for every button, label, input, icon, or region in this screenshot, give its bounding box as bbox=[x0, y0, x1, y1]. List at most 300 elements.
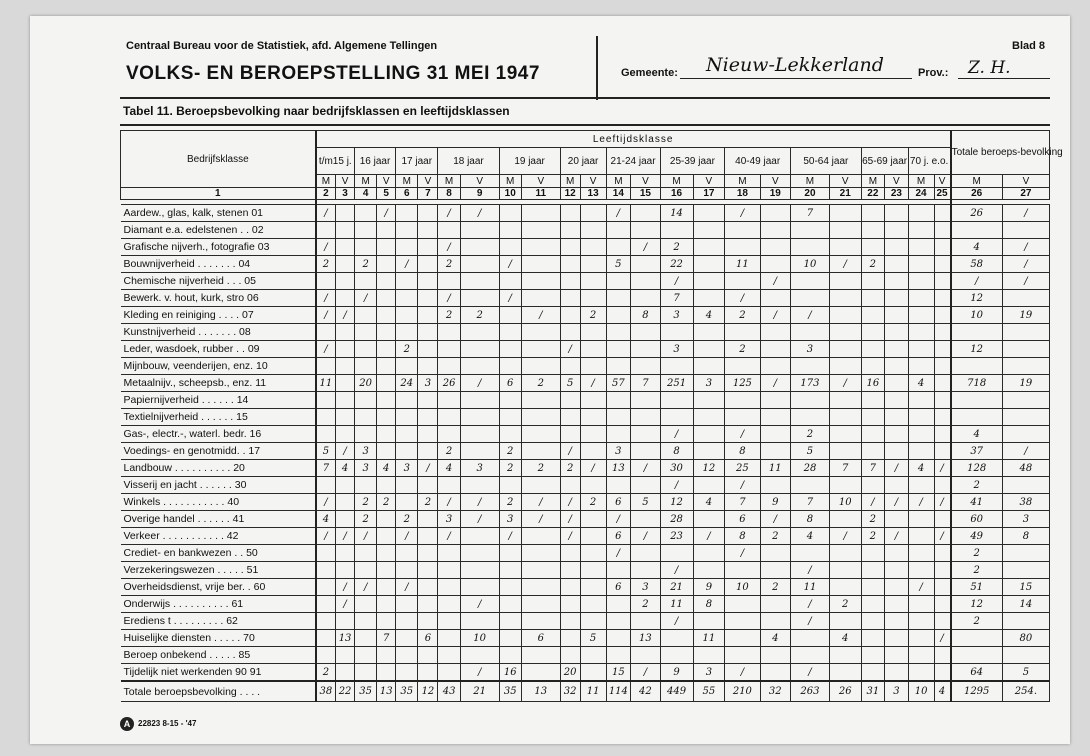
data-cell bbox=[760, 545, 791, 562]
data-cell bbox=[336, 205, 355, 222]
data-cell: 8 bbox=[791, 511, 830, 528]
header-totale: Totale beroeps-bevolking bbox=[951, 131, 1050, 175]
header-m: M bbox=[951, 175, 1003, 188]
data-cell bbox=[377, 426, 396, 443]
data-cell bbox=[418, 647, 438, 664]
data-cell: 10 bbox=[951, 307, 1003, 324]
data-cell bbox=[693, 392, 725, 409]
data-cell bbox=[791, 545, 830, 562]
data-cell: / bbox=[1002, 205, 1049, 222]
data-cell: / bbox=[606, 511, 631, 528]
data-cell bbox=[660, 324, 693, 341]
data-cell bbox=[885, 324, 909, 341]
data-cell: / bbox=[829, 528, 861, 545]
data-cell bbox=[316, 596, 336, 613]
data-cell bbox=[885, 477, 909, 494]
total-cell: 32 bbox=[760, 681, 791, 702]
data-cell bbox=[606, 290, 631, 307]
data-cell bbox=[908, 630, 934, 647]
data-cell: / bbox=[438, 239, 460, 256]
data-cell bbox=[499, 613, 521, 630]
data-cell bbox=[829, 562, 861, 579]
data-cell bbox=[861, 443, 885, 460]
data-cell: 2 bbox=[438, 307, 460, 324]
data-cell bbox=[1002, 613, 1049, 630]
row-label: Visserij en jacht . . . . . . 30 bbox=[121, 477, 316, 494]
data-cell bbox=[861, 613, 885, 630]
data-cell: / bbox=[499, 528, 521, 545]
data-cell bbox=[908, 273, 934, 290]
data-cell bbox=[934, 443, 951, 460]
data-cell bbox=[354, 222, 376, 239]
column-number: 18 bbox=[725, 188, 760, 200]
data-cell bbox=[934, 205, 951, 222]
column-number: 3 bbox=[336, 188, 355, 200]
data-cell bbox=[861, 290, 885, 307]
data-cell bbox=[580, 358, 606, 375]
header-m: M bbox=[660, 175, 693, 188]
data-cell bbox=[885, 443, 909, 460]
data-cell bbox=[631, 647, 660, 664]
data-cell bbox=[418, 562, 438, 579]
data-cell bbox=[438, 596, 460, 613]
data-cell bbox=[521, 222, 560, 239]
data-cell: 4 bbox=[316, 511, 336, 528]
data-cell bbox=[631, 477, 660, 494]
data-cell bbox=[885, 392, 909, 409]
data-cell bbox=[606, 562, 631, 579]
data-cell bbox=[418, 409, 438, 426]
data-cell bbox=[725, 409, 760, 426]
column-number: 11 bbox=[521, 188, 560, 200]
data-cell: / bbox=[606, 205, 631, 222]
table-row bbox=[121, 426, 1050, 443]
column-number: 24 bbox=[908, 188, 934, 200]
data-cell bbox=[418, 239, 438, 256]
data-cell bbox=[908, 392, 934, 409]
total-cell: 254. bbox=[1002, 681, 1049, 702]
row-label: Textielnijverheid . . . . . . 15 bbox=[121, 409, 316, 426]
header-age-group: t/m15 j. bbox=[316, 148, 355, 175]
data-cell: 5 bbox=[316, 443, 336, 460]
table-row bbox=[121, 290, 1050, 307]
row-label: Tijdelijk niet werkenden 90 91 bbox=[121, 664, 316, 682]
data-cell bbox=[606, 613, 631, 630]
gemeente-value: Nieuw-Lekkerland bbox=[706, 54, 884, 76]
data-cell bbox=[396, 613, 418, 630]
data-cell bbox=[885, 358, 909, 375]
data-cell bbox=[908, 409, 934, 426]
data-cell bbox=[460, 545, 499, 562]
data-cell: / bbox=[631, 239, 660, 256]
data-cell bbox=[791, 222, 830, 239]
data-cell: / bbox=[396, 579, 418, 596]
data-cell: 7 bbox=[660, 290, 693, 307]
data-cell bbox=[316, 579, 336, 596]
data-cell bbox=[861, 545, 885, 562]
data-cell: / bbox=[1002, 443, 1049, 460]
data-cell: 16 bbox=[861, 375, 885, 392]
data-cell bbox=[377, 613, 396, 630]
table-row bbox=[121, 613, 1050, 630]
data-cell bbox=[316, 392, 336, 409]
column-number: 4 bbox=[354, 188, 376, 200]
data-cell: / bbox=[1002, 273, 1049, 290]
data-cell: 22 bbox=[660, 256, 693, 273]
data-cell bbox=[336, 256, 355, 273]
data-cell bbox=[377, 664, 396, 682]
data-cell bbox=[396, 494, 418, 511]
data-cell: 49 bbox=[951, 528, 1003, 545]
data-cell: 2 bbox=[631, 596, 660, 613]
data-cell bbox=[521, 664, 560, 682]
header-divider bbox=[596, 36, 598, 100]
total-cell: 21 bbox=[460, 681, 499, 702]
data-cell bbox=[606, 222, 631, 239]
data-cell: 2 bbox=[791, 426, 830, 443]
data-cell: 3 bbox=[354, 460, 376, 477]
column-number: 2 bbox=[316, 188, 336, 200]
total-cell: 32 bbox=[560, 681, 580, 702]
data-cell bbox=[521, 579, 560, 596]
data-cell bbox=[885, 222, 909, 239]
data-cell: / bbox=[660, 562, 693, 579]
header-m: M bbox=[606, 175, 631, 188]
data-cell bbox=[377, 443, 396, 460]
data-cell: 7 bbox=[829, 460, 861, 477]
data-cell: 11 bbox=[725, 256, 760, 273]
data-cell bbox=[951, 358, 1003, 375]
data-cell bbox=[521, 273, 560, 290]
table-row bbox=[121, 273, 1050, 290]
data-cell: / bbox=[908, 494, 934, 511]
data-cell: 2 bbox=[438, 256, 460, 273]
data-cell bbox=[934, 239, 951, 256]
data-cell bbox=[934, 579, 951, 596]
data-cell bbox=[693, 290, 725, 307]
data-cell bbox=[760, 222, 791, 239]
data-cell bbox=[934, 324, 951, 341]
data-cell bbox=[693, 256, 725, 273]
data-cell: / bbox=[829, 375, 861, 392]
data-cell bbox=[1002, 358, 1049, 375]
data-cell bbox=[606, 596, 631, 613]
header-leeftijdsklasse: Leeftijdsklasse bbox=[316, 131, 951, 148]
data-cell bbox=[396, 290, 418, 307]
data-cell bbox=[316, 647, 336, 664]
data-cell bbox=[861, 273, 885, 290]
data-cell bbox=[396, 273, 418, 290]
data-cell bbox=[791, 239, 830, 256]
data-cell: 2 bbox=[660, 239, 693, 256]
data-cell bbox=[693, 511, 725, 528]
data-cell bbox=[908, 205, 934, 222]
data-cell bbox=[460, 528, 499, 545]
data-cell bbox=[521, 647, 560, 664]
data-cell: 23 bbox=[660, 528, 693, 545]
data-cell bbox=[693, 477, 725, 494]
header-v: V bbox=[631, 175, 660, 188]
data-cell: 3 bbox=[693, 375, 725, 392]
header-v: V bbox=[460, 175, 499, 188]
data-cell bbox=[861, 630, 885, 647]
data-cell: 718 bbox=[951, 375, 1003, 392]
data-cell bbox=[460, 222, 499, 239]
data-cell: 13 bbox=[336, 630, 355, 647]
data-cell bbox=[908, 307, 934, 324]
data-cell bbox=[791, 630, 830, 647]
data-cell: 2 bbox=[499, 443, 521, 460]
data-cell: / bbox=[438, 205, 460, 222]
data-cell: 4 bbox=[951, 239, 1003, 256]
data-cell bbox=[336, 358, 355, 375]
data-cell bbox=[829, 205, 861, 222]
data-cell: 3 bbox=[606, 443, 631, 460]
data-cell bbox=[829, 477, 861, 494]
data-cell bbox=[1002, 392, 1049, 409]
data-cell bbox=[336, 477, 355, 494]
data-cell: 4 bbox=[908, 460, 934, 477]
header-age-group: 40-49 jaar bbox=[725, 148, 791, 175]
data-cell: / bbox=[354, 579, 376, 596]
data-cell bbox=[580, 528, 606, 545]
data-cell: 3 bbox=[660, 307, 693, 324]
data-cell: 4 bbox=[377, 460, 396, 477]
form-title: VOLKS- EN BEROEPSTELLING 31 MEI 1947 bbox=[126, 63, 540, 84]
data-cell: / bbox=[438, 528, 460, 545]
data-cell: 41 bbox=[951, 494, 1003, 511]
data-cell bbox=[396, 222, 418, 239]
data-cell bbox=[580, 664, 606, 682]
data-cell bbox=[560, 290, 580, 307]
data-cell bbox=[693, 205, 725, 222]
data-cell: 10 bbox=[725, 579, 760, 596]
data-cell bbox=[861, 341, 885, 358]
data-cell: / bbox=[521, 511, 560, 528]
data-cell bbox=[460, 409, 499, 426]
data-cell: 9 bbox=[660, 664, 693, 682]
data-cell bbox=[396, 409, 418, 426]
header-m: M bbox=[791, 175, 830, 188]
table-row bbox=[121, 647, 1050, 664]
table-row bbox=[121, 409, 1050, 426]
data-cell: 128 bbox=[951, 460, 1003, 477]
data-cell bbox=[885, 630, 909, 647]
data-cell bbox=[316, 426, 336, 443]
data-cell bbox=[560, 562, 580, 579]
data-cell: / bbox=[725, 205, 760, 222]
data-cell bbox=[418, 511, 438, 528]
data-cell bbox=[460, 290, 499, 307]
header-bedrijfsklasse: Bedrijfsklasse bbox=[121, 131, 316, 188]
data-cell: / bbox=[631, 528, 660, 545]
data-cell bbox=[908, 511, 934, 528]
row-label: Verkeer . . . . . . . . . . . 42 bbox=[121, 528, 316, 545]
data-cell bbox=[908, 324, 934, 341]
data-cell bbox=[521, 256, 560, 273]
data-cell bbox=[934, 290, 951, 307]
data-cell bbox=[418, 426, 438, 443]
data-cell bbox=[725, 222, 760, 239]
header-age-group: 70 j. e.o. bbox=[908, 148, 950, 175]
data-cell bbox=[885, 409, 909, 426]
data-cell bbox=[396, 647, 418, 664]
table-row bbox=[121, 528, 1050, 545]
data-cell bbox=[885, 579, 909, 596]
data-cell bbox=[1002, 290, 1049, 307]
data-cell bbox=[396, 664, 418, 682]
data-cell bbox=[499, 426, 521, 443]
data-cell bbox=[791, 273, 830, 290]
data-cell bbox=[861, 324, 885, 341]
data-cell: / bbox=[631, 460, 660, 477]
data-cell bbox=[693, 358, 725, 375]
data-cell bbox=[354, 392, 376, 409]
data-cell bbox=[606, 647, 631, 664]
data-cell bbox=[580, 596, 606, 613]
data-cell: 2 bbox=[861, 511, 885, 528]
data-cell bbox=[760, 256, 791, 273]
data-cell bbox=[861, 562, 885, 579]
data-cell bbox=[885, 562, 909, 579]
row-label: Mijnbouw, veenderijen, enz. 10 bbox=[121, 358, 316, 375]
data-cell bbox=[631, 426, 660, 443]
data-cell bbox=[934, 222, 951, 239]
data-cell bbox=[934, 358, 951, 375]
data-cell bbox=[760, 205, 791, 222]
data-cell bbox=[631, 409, 660, 426]
data-cell bbox=[499, 562, 521, 579]
data-cell: / bbox=[760, 375, 791, 392]
data-cell bbox=[606, 477, 631, 494]
data-cell bbox=[861, 392, 885, 409]
data-cell: / bbox=[336, 307, 355, 324]
data-cell: 3 bbox=[791, 341, 830, 358]
prov-label: Prov.: bbox=[918, 67, 949, 79]
data-cell bbox=[438, 426, 460, 443]
data-cell: 5 bbox=[580, 630, 606, 647]
data-cell: / bbox=[354, 528, 376, 545]
data-cell bbox=[354, 307, 376, 324]
data-cell bbox=[438, 273, 460, 290]
data-cell bbox=[791, 324, 830, 341]
data-cell bbox=[934, 409, 951, 426]
data-cell bbox=[316, 409, 336, 426]
data-cell bbox=[885, 341, 909, 358]
data-cell: / bbox=[660, 613, 693, 630]
data-cell bbox=[631, 613, 660, 630]
data-cell bbox=[418, 290, 438, 307]
data-cell bbox=[660, 358, 693, 375]
table-row bbox=[121, 341, 1050, 358]
data-cell bbox=[1002, 341, 1049, 358]
data-cell bbox=[606, 239, 631, 256]
data-cell bbox=[760, 358, 791, 375]
data-cell: 11 bbox=[760, 460, 791, 477]
data-cell bbox=[606, 324, 631, 341]
data-cell bbox=[693, 324, 725, 341]
data-cell bbox=[908, 290, 934, 307]
data-cell bbox=[354, 324, 376, 341]
data-cell: / bbox=[580, 460, 606, 477]
data-cell bbox=[908, 596, 934, 613]
data-cell: 3 bbox=[1002, 511, 1049, 528]
data-cell bbox=[829, 545, 861, 562]
data-cell: 9 bbox=[760, 494, 791, 511]
data-cell bbox=[521, 324, 560, 341]
data-cell bbox=[908, 443, 934, 460]
data-cell bbox=[560, 273, 580, 290]
data-cell: / bbox=[693, 528, 725, 545]
data-cell: 11 bbox=[316, 375, 336, 392]
gemeente-line bbox=[680, 78, 912, 79]
data-cell bbox=[693, 562, 725, 579]
data-cell bbox=[560, 596, 580, 613]
data-cell: 2 bbox=[580, 307, 606, 324]
table-row bbox=[121, 511, 1050, 528]
data-cell bbox=[606, 307, 631, 324]
data-cell: 2 bbox=[418, 494, 438, 511]
data-cell bbox=[438, 341, 460, 358]
data-cell bbox=[499, 477, 521, 494]
data-cell: / bbox=[396, 256, 418, 273]
data-cell: / bbox=[760, 273, 791, 290]
data-cell bbox=[354, 239, 376, 256]
data-cell bbox=[560, 222, 580, 239]
data-cell bbox=[580, 290, 606, 307]
data-cell bbox=[760, 596, 791, 613]
data-cell bbox=[908, 426, 934, 443]
data-cell: / bbox=[316, 290, 336, 307]
data-cell bbox=[460, 256, 499, 273]
data-cell: 2 bbox=[829, 596, 861, 613]
data-cell: 2 bbox=[396, 511, 418, 528]
data-cell bbox=[791, 647, 830, 664]
data-cell: 11 bbox=[660, 596, 693, 613]
total-cell: 31 bbox=[861, 681, 885, 702]
data-cell bbox=[951, 409, 1003, 426]
data-cell: / bbox=[951, 273, 1003, 290]
header-v: V bbox=[336, 175, 355, 188]
data-cell: / bbox=[316, 205, 336, 222]
data-cell bbox=[631, 392, 660, 409]
data-cell bbox=[908, 528, 934, 545]
row-label: Landbouw . . . . . . . . . . 20 bbox=[121, 460, 316, 477]
data-cell bbox=[580, 222, 606, 239]
data-cell: 26 bbox=[438, 375, 460, 392]
data-cell bbox=[829, 647, 861, 664]
data-cell bbox=[1002, 426, 1049, 443]
data-cell: 2 bbox=[580, 494, 606, 511]
data-cell: 10 bbox=[791, 256, 830, 273]
data-cell: 7 bbox=[861, 460, 885, 477]
column-number: 10 bbox=[499, 188, 521, 200]
data-cell: / bbox=[438, 290, 460, 307]
data-cell bbox=[693, 222, 725, 239]
data-cell bbox=[693, 443, 725, 460]
data-cell bbox=[521, 545, 560, 562]
data-cell bbox=[499, 630, 521, 647]
data-cell bbox=[336, 273, 355, 290]
table-row bbox=[121, 664, 1050, 682]
data-cell bbox=[521, 239, 560, 256]
data-cell bbox=[560, 256, 580, 273]
data-cell bbox=[951, 630, 1003, 647]
data-cell bbox=[377, 239, 396, 256]
data-cell: 6 bbox=[521, 630, 560, 647]
data-cell bbox=[396, 205, 418, 222]
data-cell bbox=[580, 341, 606, 358]
